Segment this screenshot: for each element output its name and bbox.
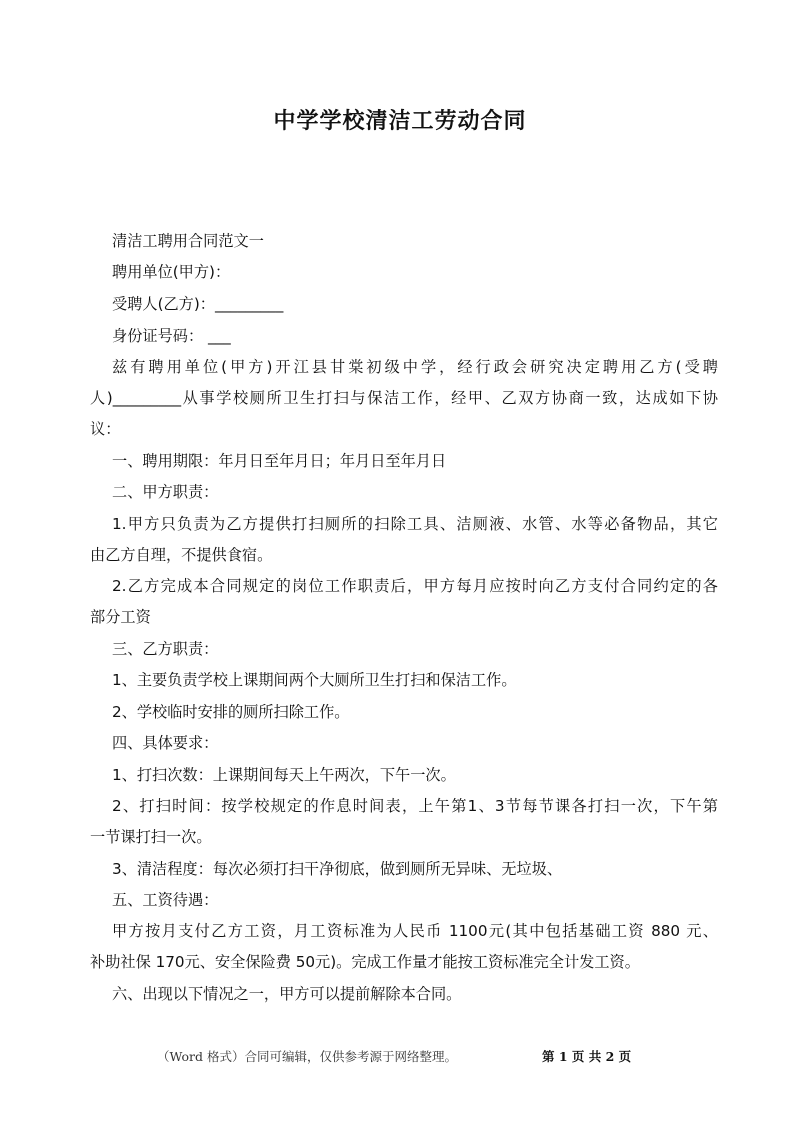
line-section-1: 一、聘用期限：年月日至年月日；年月日至年月日 [112, 452, 447, 470]
line-4-3: 3、清洁程度：每次必须打扫干净彻底，做到厕所无异味、无垃圾、 [112, 860, 563, 878]
document-title: 中学学校清洁工劳动合同 [273, 109, 527, 134]
line-section-4: 四、具体要求： [112, 734, 219, 752]
line-preamble-2: 人)_________从事学校厕所卫生打扫与保洁工作，经甲、乙双方协商一致，达成如下协 [90, 389, 718, 407]
line-2-2b: 部分工资 [90, 608, 151, 626]
line-section-6: 六、出现以下情况之一，甲方可以提前解除本合同。 [112, 985, 462, 1003]
line-section-3: 三、乙方职责： [112, 640, 219, 658]
line-5-1a: 甲方按月支付乙方工资，月工资标准为人民币 1100元(其中包括基础工资 880 元、 [112, 922, 718, 940]
line-section-5: 五、工资待遇： [112, 891, 219, 909]
line-2-1a: 1.甲方只负责为乙方提供打扫厕所的扫除工具、洁厕液、水管、水等必备物品，其它 [112, 515, 718, 533]
line-4-2a: 2、打扫时间：按学校规定的作息时间表，上午第1、3节每节课各打扫一次，下午第 [112, 797, 718, 815]
line-2-2a: 2.乙方完成本合同规定的岗位工作职责后，甲方每月应按时向乙方支付合同约定的各 [112, 577, 718, 595]
line-section-2: 二、甲方职责： [112, 483, 219, 501]
line-heading-sample: 清洁工聘用合同范文一 [112, 232, 264, 250]
page-number: 第 1 页 共 2 页 [542, 1049, 632, 1064]
line-4-1: 1、打扫次数：上课期间每天上午两次，下午一次。 [112, 766, 456, 784]
line-preamble-1: 兹有聘用单位(甲方)开江县甘棠初级中学，经行政会研究决定聘用乙方(受聘 [112, 358, 718, 376]
line-employer: 聘用单位(甲方)： [112, 263, 231, 281]
line-2-1b: 由乙方自理，不提供食宿。 [90, 546, 273, 564]
line-preamble-3: 议： [90, 420, 121, 438]
line-3-2: 2、学校临时安排的厕所扫除工作。 [112, 703, 350, 721]
line-3-1: 1、主要负责学校上课期间两个大厕所卫生打扫和保洁工作。 [112, 671, 517, 689]
line-5-1b: 补助社保 170元、安全保险费 50元)。完成工作量才能按工资标准完全计发工资。 [90, 953, 640, 971]
footer-note: （Word 格式）合同可编辑，仅供参考源于网络整理。 [157, 1049, 457, 1064]
line-4-2b: 一节课打扫一次。 [90, 828, 212, 846]
line-id-number: 身份证号码： ___ [112, 327, 231, 345]
line-employee: 受聘人(乙方)：_________ [112, 295, 284, 313]
